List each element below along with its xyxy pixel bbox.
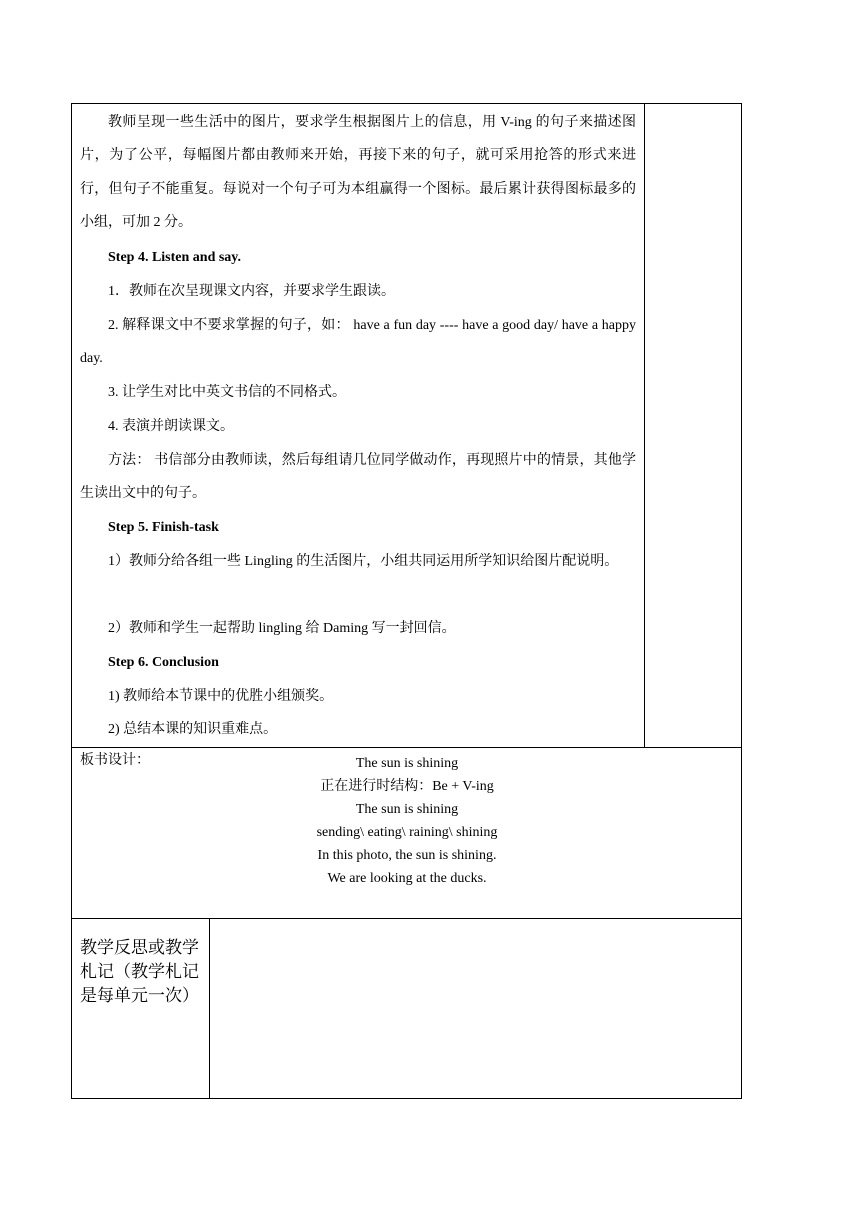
board-line: sending\ eating\ raining\ shining xyxy=(316,825,498,840)
step4-item: 2. 解释课文中不要求掌握的句子，如： have a fun day ---- have a good day/ have a happy day. xyxy=(80,318,636,367)
step4-method: 方法： 书信部分由教师读，然后每组请几位同学做动作，再现照片中的情景，其他学生读出文中的句子。 xyxy=(80,453,636,502)
step4-item: 3. 让学生对比中英文书信的不同格式。 xyxy=(108,385,346,400)
step5-heading: Step 5. Finish-task xyxy=(108,520,219,535)
activity-paragraph: 教师呈现一些生活中的图片，要求学生根据图片上的信息，用 V-ing 的句子来描述图片，为了公平，每幅图片都由教师来开始，再接下来的句子，就可采用抢答的形式来进行，但句子不能重复。每说对一个句子可为本组赢得一个图标。最后累计获得图标最多的小组，可加 2 分。 xyxy=(80,115,636,231)
board-line: In this photo, the sun is shining. xyxy=(317,848,497,863)
board-line: 正在进行时结构：Be + V-ing xyxy=(320,779,494,794)
step6-item: 1) 教师给本节课中的优胜小组颁奖。 xyxy=(108,689,334,704)
board-line: We are looking at the ducks. xyxy=(327,871,487,886)
board-design-label: 板书设计： xyxy=(80,753,150,768)
table-border-top xyxy=(71,103,742,104)
step4-item: 1．教师在次呈现课文内容，并要求学生跟读。 xyxy=(108,284,395,299)
row-divider-board xyxy=(71,747,742,748)
step4-heading: Step 4. Listen and say. xyxy=(108,250,242,265)
reflection-label: 教学反思或教学札记（教学札记是每单元一次） xyxy=(80,938,199,1006)
column-divider-notes xyxy=(644,103,645,747)
step5-item: 2）教师和学生一起帮助 lingling 给 Daming 写一封回信。 xyxy=(108,621,456,636)
step4-item: 4. 表演并朗读课文。 xyxy=(108,419,234,434)
table-border-bottom xyxy=(71,1098,742,1099)
table-border-right xyxy=(741,103,742,1099)
board-line: The sun is shining xyxy=(355,756,459,771)
board-design-content xyxy=(72,752,742,890)
step6-item: 2) 总结本课的知识重难点。 xyxy=(108,722,278,737)
reflection-content-cell[interactable] xyxy=(210,919,741,1098)
table-border-left xyxy=(71,103,72,1099)
step6-heading: Step 6. Conclusion xyxy=(108,655,219,670)
step5-item: 1）教师分给各组一些 Lingling 的生活图片，小组共同运用所学知识给图片配说明。 xyxy=(108,554,619,569)
board-line: The sun is shining xyxy=(355,802,459,817)
